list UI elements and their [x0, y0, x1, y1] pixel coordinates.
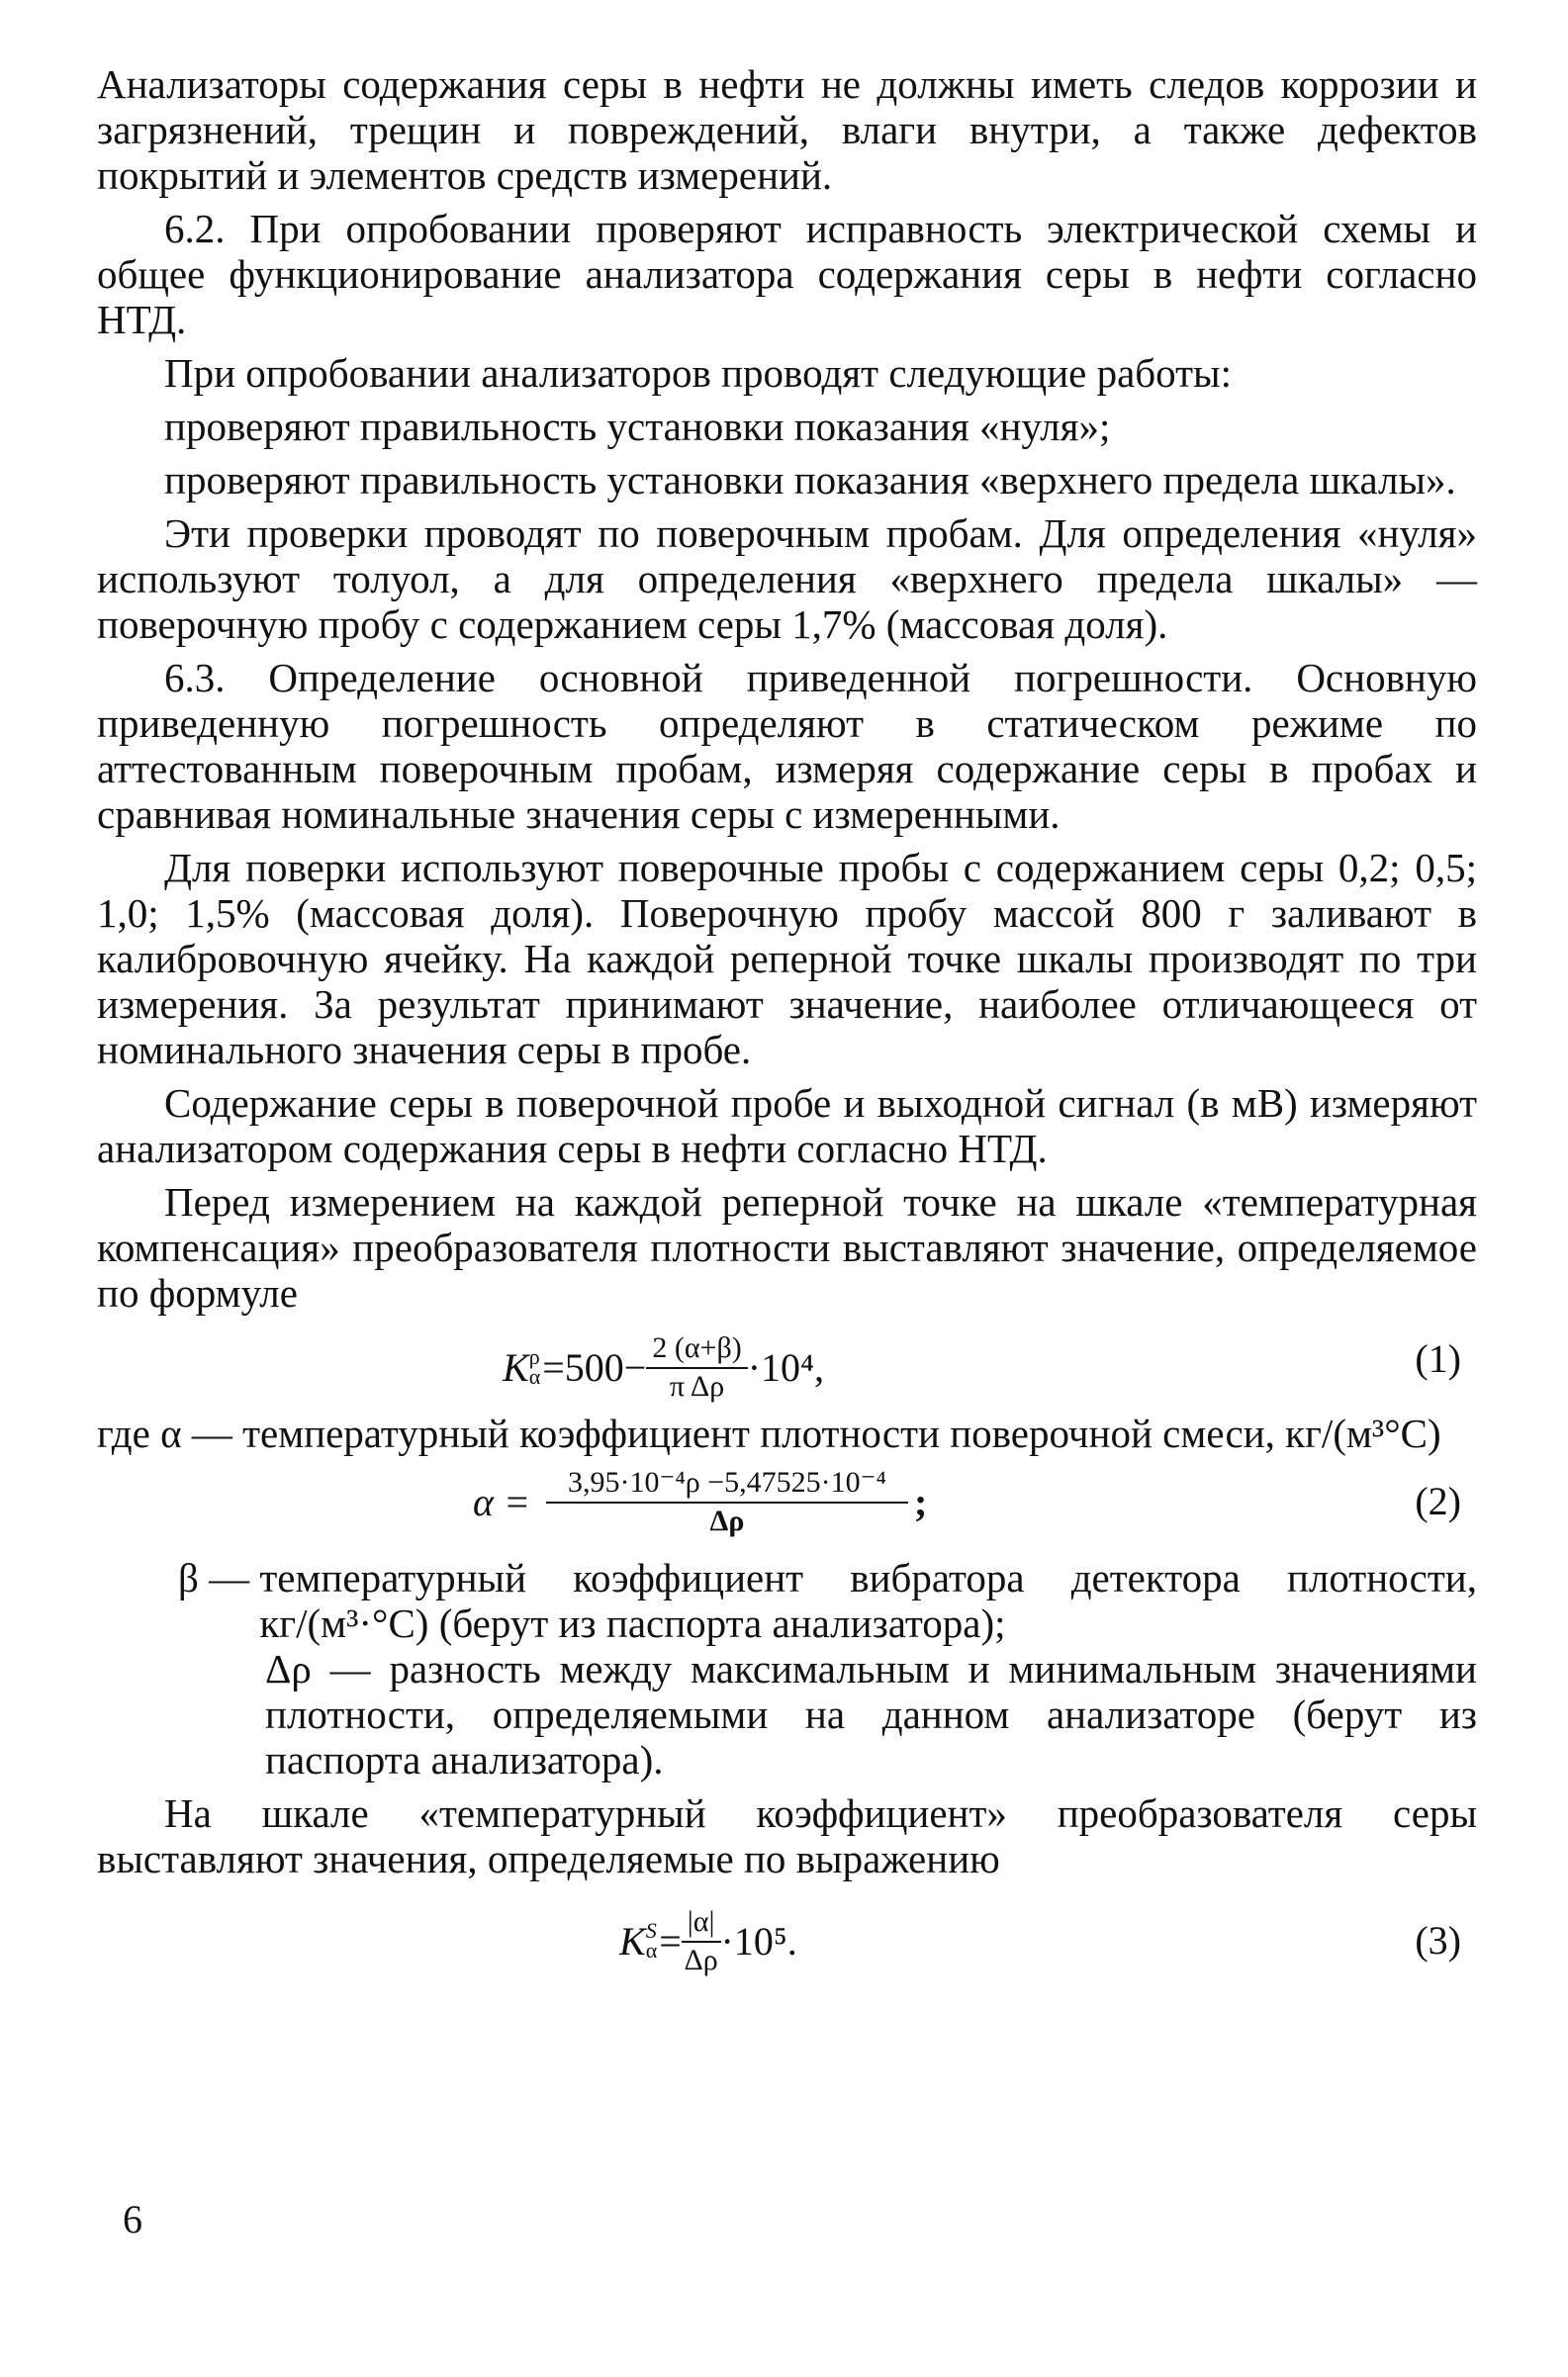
- formula-1-numerator: 2 (α+β): [646, 1329, 747, 1369]
- paragraph-6-3: 6.3. Определение основной приведенной погрешности. Основную приведенную погрешность определяют в статическом режиме по аттестованным поверочным пробам, измеряя содержание серы в пробах и сравнивая номинальные значения серы с измеренными.: [97, 655, 1477, 837]
- formula-3-sup: S: [645, 1918, 657, 1943]
- formula-1-sub: α: [528, 1364, 541, 1389]
- formula-3-tail: ·10⁵.: [720, 1918, 797, 1964]
- formula-2-tail: ;: [913, 1479, 928, 1524]
- formula-2: [97, 1456, 1477, 1555]
- formula-1-sup: ρ: [528, 1344, 540, 1369]
- formula-3-eq: =: [659, 1918, 682, 1964]
- paragraph-checks: Эти проверки проводят по поверочным пробам. Для определения «нуля» используют толуол, а для определения «верхнего предела шкалы» — поверочную пробу с содержанием серы 1,7% (массовая доля).: [97, 510, 1477, 647]
- where-alpha-symbol: где α —: [97, 1411, 243, 1456]
- paragraph-1: Анализаторы содержания серы в нефти не должны иметь следов коррозии и загрязнений, трещин и повреждений, влаги внутри, а также дефектов покрытий и элементов средств измерений.: [97, 61, 1477, 198]
- formula-3-denominator: Δρ: [684, 1944, 718, 1976]
- paragraph-samples: Для поверки используют поверочные пробы с содержанием серы 0,2; 0,5; 1,0; 1,5% (массовая доля). Поверочную пробу массой 800 г заливают в калибровочную ячейку. На каждой реперной точке шкалы производят по три измерения. За результат принимают значение, наиболее отличающееся от номинального значения серы в пробе.: [97, 845, 1477, 1072]
- formula-3-numerator: |α|: [682, 1903, 721, 1943]
- paragraph-3: При опробовании анализаторов проводят следующие работы:: [164, 350, 1232, 396]
- paragraph-temp-coef: На шкале «температурный коэффициент» преобразователя серы выставляют значения, определяемые по выражению: [97, 1790, 1477, 1881]
- formula-1-fraction: [646, 1329, 747, 1405]
- formula-1-lhs: K: [503, 1344, 529, 1390]
- formula-1-denominator: π Δρ: [669, 1370, 725, 1403]
- where-beta-symbol: β —: [178, 1555, 260, 1600]
- where-beta: [97, 1555, 1477, 1646]
- paragraph-before-formula: Перед измерением на каждой реперной точке на шкале «температурная компенсация» преобразователя плотности выставляют значение, определяемое по формуле: [97, 1179, 1477, 1316]
- where-delta-definition: разность между максимальным и минимальным значениями плотности, определяемыми на данном анализаторе (берут из паспорта анализатора).: [265, 1646, 1477, 1783]
- paragraph-check-zero: проверяют правильность установки показания «нуля»;: [164, 404, 1111, 449]
- where-alpha: [97, 1411, 1477, 1456]
- formula-1: [97, 1316, 1477, 1411]
- where-beta-definition: температурный коэффициент вибратора детектора плотности, кг/(м³·°С) (берут из паспорта анализатора);: [259, 1555, 1477, 1646]
- formula-2-denominator: Δρ: [709, 1505, 745, 1537]
- formula-3-sub: α: [645, 1938, 658, 1963]
- where-alpha-definition: температурный коэффициент плотности поверочной смеси, кг/(м³°С): [242, 1411, 1441, 1456]
- formula-1-tail: ·10⁴,: [747, 1344, 824, 1390]
- where-delta-symbol: Δρ —: [265, 1646, 390, 1691]
- formula-2-numerator: 3,95·10⁻⁴ρ −5,47525·10⁻⁴: [546, 1464, 908, 1504]
- paragraph-check-upper: проверяют правильность установки показания «верхнего предела шкалы».: [164, 457, 1456, 503]
- paragraph-measure: Содержание серы в поверочной пробе и выходной сигнал (в мВ) измеряют анализатором содержания серы в нефти согласно НТД.: [97, 1080, 1477, 1171]
- formula-2-fraction: [546, 1464, 908, 1539]
- formula-3: [97, 1881, 1477, 1990]
- formula-2-number: (2): [1415, 1479, 1461, 1523]
- paragraph-6-2: 6.2. При опробовании проверяют исправность электрической схемы и общее функционирование анализатора содержания серы в нефти согласно НТД.: [97, 206, 1477, 342]
- document-page: [97, 61, 1477, 1990]
- formula-1-eq: =500−: [542, 1344, 647, 1390]
- formula-3-lhs: K: [619, 1918, 646, 1964]
- formula-2-lhs: α =: [473, 1479, 530, 1524]
- page-number: 6: [123, 2197, 142, 2241]
- formula-3-fraction: [682, 1903, 721, 1978]
- formula-1-number: (1): [1415, 1336, 1461, 1381]
- where-delta: [97, 1646, 1477, 1783]
- formula-3-number: (3): [1415, 1918, 1461, 1963]
